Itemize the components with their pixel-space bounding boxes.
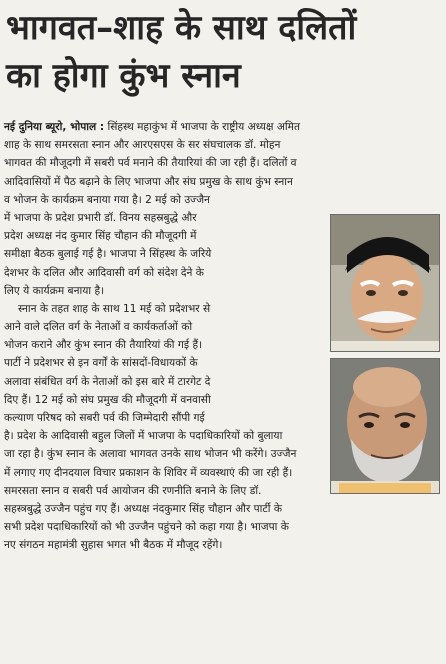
headline: [6, 4, 440, 100]
article-line: है। प्रदेश के आदिवासी बहुल जिलों में भाजपा के पदाधिकारियों को बुलाया: [4, 430, 283, 443]
article-line: जा रहा है। कुंभ स्नान के अलावा भागवत उनके साथ भोजन भी करेंगे। उज्जैन: [4, 448, 297, 461]
article-line: लिए ये कार्यक्रम बनाया है।: [4, 284, 105, 297]
article-line: नई दुनिया ब्यूरो, भोपाल : सिंहस्थ महाकुंभ में भाजपा के राष्ट्रीय अध्यक्ष अमित: [4, 121, 301, 133]
byline: नई दुनिया ब्यूरो, भोपाल :: [4, 121, 105, 133]
headline-line-2: का होगा कुंभ स्नान: [6, 56, 241, 96]
article-line: व भोजन के कार्यक्रम बनाया गया है। 2 मई को उज्जैन: [4, 193, 210, 206]
article-line: सभी प्रदेश पदाधिकारियों को भी उज्जैन पहुंचने को कहा गया है। भाजपा के: [4, 521, 289, 534]
article-line: प्रदेश अध्यक्ष नंद कुमार सिंह चौहान की मौजूदगी में: [4, 230, 197, 243]
article-line: में भाजपा के प्रदेश प्रभारी डॉ. विनय सहस्रबुद्धे और: [4, 211, 197, 224]
article-line: भोजन कराने और कुंभ स्नान की तैयारियां की गई हैं।: [4, 339, 203, 352]
article-line: नए संगठन महामंत्री सुहास भगत भी बैठक में मौजूद रहेंगे।: [4, 539, 223, 552]
article-line: में लगाए गए दीनदयाल विचार प्रकाशन के शिविर में व्यवस्थाएं की जा रही हैं।: [4, 466, 293, 479]
article-line: शाह के साथ समरसता स्नान और आरएसएस के सर संघचालक डॉ. मोहन: [4, 139, 281, 152]
article-line: पार्टी ने प्रदेशभर से इन वर्गों के सांसदों-विधायकों के: [4, 357, 198, 370]
article-line: दिए हैं। 12 मई को संघ प्रमुख की मौजूदगी में वनवासी: [4, 393, 211, 406]
article-line: देशभर के दलित और आदिवासी वर्ग को संदेश देने के: [4, 266, 204, 279]
headline-line-1: भागवत–शाह के साथ दलितों: [6, 8, 357, 48]
portrait-illustration-2: [331, 359, 439, 493]
article-line: समरसता स्नान व सबरी पर्व आयोजन की रणनीति बनाने के लिए डॉ.: [4, 484, 262, 497]
portrait-photo-2: [330, 358, 440, 494]
article-line: समीक्षा बैठक बुलाई गई है। भाजपा ने सिंहस्थ के जरिये: [4, 248, 212, 261]
article-line: आदिवासियों में पैठ बढ़ाने के लिए भाजपा और संघ प्रमुख के साथ कुंभ स्नान: [4, 175, 293, 188]
article-line: भागवत की मौजूदगी में सबरी पर्व मनाने की तैयारियां की जा रही हैं। दलितों व: [4, 157, 297, 170]
article-line: आने वाले दलित वर्ग के नेताओं व कार्यकर्ताओं को: [4, 321, 193, 334]
article-line: अलावा संबंधित वर्ग के नेताओं को इस बारे में टारगेट दे: [4, 375, 211, 388]
article-line: कल्याण परिषद को सबरी पर्व की जिम्मेदारी सौंपी गई: [4, 412, 205, 424]
article-line: स्नान के तहत शाह के साथ 11 मई को प्रदेशभर से: [18, 302, 211, 315]
portrait-photo-1: [330, 214, 440, 352]
article-line: सहस्त्रबुद्धे उज्जैन पहुंच गए हैं। अध्यक्ष नंदकुमार सिंह चौहान और पार्टी के: [4, 502, 283, 515]
portrait-illustration-1: [331, 215, 439, 351]
